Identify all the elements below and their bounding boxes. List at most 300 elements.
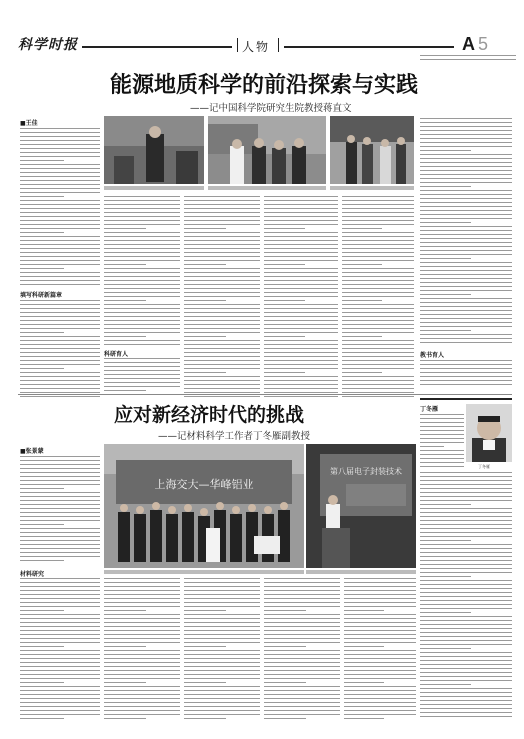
text-line: [264, 296, 338, 297]
text-line: [20, 560, 64, 561]
text-line: [264, 594, 340, 595]
text-line: [104, 308, 180, 309]
text-line: [104, 630, 180, 631]
text-line: [420, 306, 512, 307]
text-line: [420, 250, 512, 251]
text-line: [184, 698, 260, 699]
text-line: [264, 598, 340, 599]
text-line: [420, 302, 512, 303]
text-line: [264, 714, 340, 715]
text-line: [264, 196, 338, 197]
story1-headline: 能源地质科学的前沿探索与实践: [110, 72, 419, 98]
text-line: [20, 248, 100, 249]
text-line: [264, 324, 338, 325]
text-line: [104, 690, 180, 691]
text-line: [342, 244, 414, 245]
text-line: [20, 236, 100, 237]
text-line: [104, 216, 180, 217]
text-line: [20, 544, 100, 545]
text-line: [264, 614, 340, 615]
story2-column-1b: [20, 578, 100, 722]
text-line: [342, 392, 414, 393]
text-line: [420, 266, 512, 267]
text-line: [342, 336, 382, 337]
text-line: [420, 376, 512, 377]
text-line: [184, 248, 260, 249]
text-line: [184, 212, 260, 213]
text-line: [184, 236, 260, 237]
text-line: [184, 196, 260, 197]
text-line: [264, 710, 340, 711]
text-line: [264, 236, 338, 237]
text-line: [264, 312, 338, 313]
text-line: [20, 268, 64, 269]
text-line: [20, 594, 100, 595]
text-line: [184, 200, 260, 201]
text-line: [420, 326, 512, 327]
text-line: [420, 310, 512, 311]
text-line: [420, 648, 471, 649]
text-line: [20, 524, 64, 525]
text-line: [104, 324, 180, 325]
text-line: [20, 128, 100, 129]
text-line: [420, 446, 444, 447]
text-line: [184, 586, 260, 587]
text-line: [104, 382, 180, 383]
text-line: [264, 228, 305, 229]
text-line: [342, 272, 414, 273]
text-line: [420, 484, 512, 485]
text-line: [264, 360, 338, 361]
text-line: [20, 164, 100, 165]
text-line: [342, 248, 414, 249]
text-line: [20, 532, 100, 533]
text-line: [342, 380, 414, 381]
text-line: [20, 352, 100, 353]
text-line: [344, 654, 416, 655]
text-line: [420, 218, 512, 219]
text-line: [264, 256, 338, 257]
text-line: [20, 136, 100, 137]
text-line: [264, 706, 340, 707]
section-bracket-left: [237, 38, 238, 52]
text-line: [20, 548, 100, 549]
text-line: [104, 698, 180, 699]
text-line: [264, 662, 340, 663]
story1-column-3: [184, 196, 260, 400]
text-line: [184, 582, 260, 583]
text-line: [184, 392, 260, 393]
text-line: [420, 422, 464, 423]
text-line: [20, 208, 100, 209]
text-line: [20, 654, 100, 655]
text-line: [264, 670, 340, 671]
text-line: [344, 682, 384, 683]
text-line: [20, 646, 64, 647]
text-line: [342, 288, 414, 289]
text-line: [184, 308, 260, 309]
text-line: [184, 368, 260, 369]
text-line: [264, 590, 340, 591]
text-line: [342, 300, 382, 301]
text-line: [342, 340, 414, 341]
text-line: [264, 320, 338, 321]
text-line: [184, 634, 260, 635]
text-line: [20, 464, 100, 465]
text-line: [104, 362, 180, 363]
text-line: [420, 360, 512, 361]
text-line: [420, 384, 512, 385]
text-line: [20, 148, 100, 149]
text-line: [104, 260, 180, 261]
text-line: [342, 284, 414, 285]
text-line: [20, 316, 100, 317]
text-line: [20, 714, 100, 715]
text-line: [264, 264, 305, 265]
text-line: [420, 616, 512, 617]
text-line: [420, 150, 471, 151]
text-line: [104, 706, 180, 707]
text-line: [264, 260, 338, 261]
text-line: [184, 670, 260, 671]
text-line: [104, 602, 180, 603]
text-line: [20, 184, 100, 185]
text-line: [420, 576, 471, 577]
text-line: [344, 698, 416, 699]
text-line: [184, 380, 260, 381]
text-line: [20, 614, 100, 615]
text-line: [342, 328, 414, 329]
text-line: [20, 606, 100, 607]
text-line: [104, 220, 180, 221]
text-line: [184, 300, 226, 301]
text-line: [20, 312, 100, 313]
text-line: [20, 168, 100, 169]
story1-subhead-1: 填写科研新篇章: [20, 292, 63, 299]
text-line: [420, 688, 512, 689]
text-line: [264, 658, 340, 659]
text-line: [20, 304, 100, 305]
text-line: [420, 294, 471, 295]
text-line: [420, 528, 512, 529]
text-line: [184, 384, 260, 385]
text-line: [344, 590, 416, 591]
portrait-caption: 丁冬雁: [478, 464, 490, 469]
text-line: [20, 456, 100, 457]
text-line: [264, 348, 338, 349]
text-line: [420, 592, 512, 593]
text-line: [184, 618, 260, 619]
text-line: [184, 280, 260, 281]
text-line: [184, 232, 260, 233]
text-line: [104, 320, 180, 321]
text-line: [184, 260, 260, 261]
text-line: [104, 614, 180, 615]
text-line: [20, 172, 100, 173]
text-line: [344, 598, 416, 599]
text-line: [20, 698, 100, 699]
text-line: [20, 618, 100, 619]
text-line: [342, 368, 414, 369]
text-line: [420, 640, 512, 641]
text-line: [20, 204, 100, 205]
text-line: [264, 638, 340, 639]
text-line: [420, 206, 512, 207]
text-line: [20, 578, 100, 579]
text-line: [420, 226, 512, 227]
text-line: [264, 396, 338, 397]
text-line: [184, 324, 260, 325]
text-line: [264, 280, 338, 281]
text-line: [20, 200, 100, 201]
text-line: [420, 620, 512, 621]
text-line: [20, 622, 100, 623]
text-line: [104, 646, 146, 647]
text-line: [104, 200, 180, 201]
text-line: [104, 674, 180, 675]
text-line: [20, 662, 100, 663]
text-line: [342, 260, 414, 261]
text-line: [344, 694, 416, 695]
text-line: [420, 540, 471, 541]
text-line: [20, 496, 100, 497]
text-line: [420, 612, 471, 613]
text-line: [184, 320, 260, 321]
text-line: [184, 614, 260, 615]
text-line: [342, 208, 414, 209]
text-line: [184, 690, 260, 691]
text-line: [420, 696, 512, 697]
text-line: [20, 488, 64, 489]
text-line: [264, 276, 338, 277]
text-line: [264, 678, 340, 679]
text-line: [104, 236, 180, 237]
text-line: [20, 694, 100, 695]
text-line: [420, 338, 512, 339]
text-line: [264, 622, 340, 623]
text-line: [420, 434, 464, 435]
text-line: [264, 292, 338, 293]
text-line: [264, 248, 338, 249]
text-line: [20, 650, 100, 651]
text-line: [420, 186, 471, 187]
text-line: [104, 642, 180, 643]
text-line: [20, 492, 100, 493]
text-line: [342, 316, 414, 317]
text-line: [264, 392, 338, 393]
text-line: [264, 582, 340, 583]
text-line: [104, 340, 180, 341]
text-line: [420, 520, 512, 521]
story2-photo-group: [104, 444, 304, 568]
text-line: [20, 472, 100, 473]
text-line: [20, 690, 100, 691]
text-line: [342, 240, 414, 241]
text-line: [264, 372, 305, 373]
text-line: [20, 634, 100, 635]
text-line: [420, 414, 464, 415]
text-line: [344, 686, 416, 687]
text-line: [20, 480, 100, 481]
text-line: [420, 700, 512, 701]
story1-subhead-2: 科研育人: [104, 351, 129, 358]
text-line: [342, 200, 414, 201]
text-line: [420, 476, 512, 477]
text-line: [420, 462, 464, 463]
text-line: [20, 602, 100, 603]
text-line: [264, 626, 340, 627]
text-line: [264, 364, 338, 365]
text-line: [420, 278, 512, 279]
text-line: [20, 610, 64, 611]
section-title: 人物: [242, 40, 271, 54]
text-line: [20, 228, 100, 229]
text-line: [20, 476, 100, 477]
story1-column-5: [342, 196, 414, 400]
text-line: [20, 340, 100, 341]
text-line: [264, 272, 338, 273]
text-line: [20, 388, 100, 389]
text-line: [184, 598, 260, 599]
text-line: [104, 710, 180, 711]
text-line: [342, 344, 414, 345]
text-line: [20, 144, 100, 145]
text-line: [20, 468, 100, 469]
text-line: [420, 126, 512, 127]
text-line: [420, 334, 512, 335]
text-line: [184, 316, 260, 317]
text-line: [184, 340, 260, 341]
text-line: [20, 224, 100, 225]
text-line: [184, 332, 260, 333]
text-line: [20, 320, 100, 321]
text-line: [20, 188, 100, 189]
text-line: [264, 698, 340, 699]
text-line: [420, 692, 512, 693]
text-line: [420, 516, 512, 517]
text-line: [184, 626, 260, 627]
text-line: [20, 240, 100, 241]
text-line: [420, 426, 464, 427]
text-line: [104, 390, 146, 391]
text-line: [20, 260, 100, 261]
text-line: [104, 248, 180, 249]
text-line: [420, 624, 512, 625]
text-line: [342, 324, 414, 325]
text-line: [344, 642, 416, 643]
text-line: [264, 578, 340, 579]
text-line: [264, 702, 340, 703]
text-line: [104, 598, 180, 599]
text-line: [420, 258, 471, 259]
text-line: [104, 678, 180, 679]
text-line: [264, 630, 340, 631]
text-line: [420, 442, 464, 443]
text-line: [20, 718, 64, 719]
text-line: [264, 208, 338, 209]
text-line: [420, 162, 512, 163]
story2-photo-caption-1: [104, 570, 304, 574]
text-line: [420, 178, 512, 179]
text-line: [264, 304, 338, 305]
text-line: [344, 658, 416, 659]
text-line: [20, 536, 100, 537]
text-line: [264, 224, 338, 225]
text-line: [420, 504, 471, 505]
story1-column-6b: [420, 360, 512, 390]
text-line: [264, 340, 338, 341]
text-line: [184, 264, 226, 265]
text-line: [342, 204, 414, 205]
text-line: [184, 594, 260, 595]
story1-column-1a: [20, 128, 100, 288]
text-line: [420, 438, 464, 439]
text-line: [104, 284, 180, 285]
text-line: [420, 716, 512, 717]
text-line: [344, 666, 416, 667]
text-line: [264, 634, 340, 635]
text-line: [104, 626, 180, 627]
text-line: [184, 336, 226, 337]
text-line: [184, 702, 260, 703]
text-line: [184, 718, 226, 719]
masthead-rule-right: [284, 46, 454, 48]
text-line: [104, 658, 180, 659]
text-line: [20, 682, 64, 683]
text-line: [344, 646, 384, 647]
text-line: [342, 376, 414, 377]
text-line: [264, 690, 340, 691]
text-line: [104, 256, 180, 257]
edition-info: [420, 54, 516, 63]
text-line: [420, 684, 471, 685]
text-line: [264, 308, 338, 309]
story1-subhead-3: 教书育人: [420, 352, 445, 359]
text-line: [264, 344, 338, 345]
text-line: [420, 342, 512, 343]
story2-photo-conference: [306, 444, 416, 568]
story1-subheadline: ——记中国科学院研究生院教授蒋直文: [190, 103, 352, 114]
text-line: [420, 636, 512, 637]
text-line: [420, 608, 512, 609]
text-line: [344, 714, 416, 715]
text-line: [342, 224, 414, 225]
text-line: [420, 644, 512, 645]
text-line: [20, 520, 100, 521]
text-line: [20, 192, 100, 193]
text-line: [20, 156, 100, 157]
story2-column-2: [104, 578, 180, 722]
text-line: [344, 578, 416, 579]
text-line: [420, 536, 512, 537]
text-line: [20, 528, 100, 529]
text-line: [420, 604, 512, 605]
story1-photo-1: [104, 116, 204, 184]
text-line: [184, 348, 260, 349]
text-line: [20, 180, 100, 181]
text-line: [420, 270, 512, 271]
text-line: [420, 672, 512, 673]
text-line: [20, 252, 100, 253]
text-line: [20, 216, 100, 217]
page-letter: A: [462, 34, 475, 54]
text-line: [264, 376, 338, 377]
text-line: [104, 358, 180, 359]
text-line: [104, 714, 180, 715]
text-line: [420, 380, 512, 381]
text-line: [420, 198, 512, 199]
text-line: [342, 364, 414, 365]
